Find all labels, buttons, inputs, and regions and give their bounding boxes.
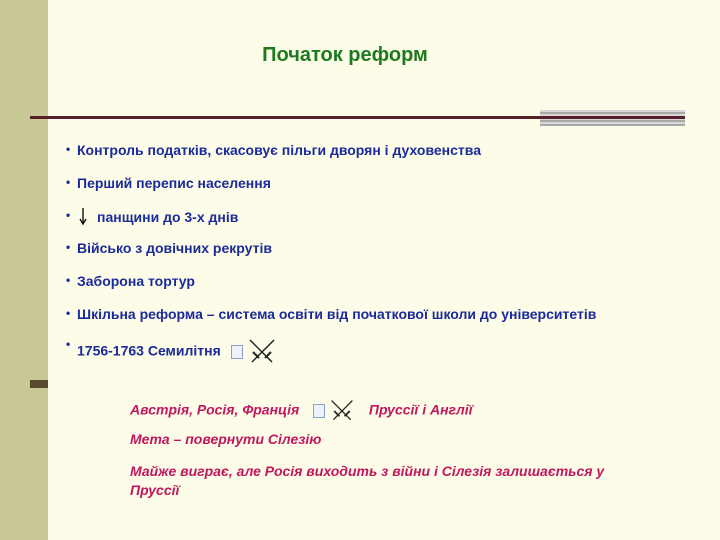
list-item-text: Контроль податків, скасовує пільги дворян і духовенства bbox=[77, 142, 481, 158]
list-item-text: Заборона тортур bbox=[77, 273, 195, 289]
list-item bbox=[66, 208, 666, 226]
crossed-swords-icon bbox=[247, 337, 277, 367]
list-item bbox=[66, 142, 666, 159]
title-divider bbox=[30, 116, 685, 119]
slide-title-text: Початок реформ bbox=[262, 44, 428, 66]
allies-line bbox=[130, 398, 650, 424]
list-item bbox=[66, 273, 666, 290]
list-item-text: Шкільна реформа – система освіти від початкової школи до університетів bbox=[77, 306, 597, 322]
list-item-text: панщини до 3-х днів bbox=[97, 209, 239, 225]
goal-line: Мета – повернути Сілезію bbox=[130, 431, 322, 447]
list-item bbox=[66, 337, 666, 367]
outcome-line: Майже виграє, але Росія виходить з війни і Сілезія залишається у Пруссії bbox=[130, 463, 605, 498]
reform-list bbox=[66, 142, 666, 367]
down-arrow-icon bbox=[77, 208, 89, 226]
image-placeholder-icon bbox=[231, 345, 243, 359]
list-item bbox=[66, 240, 666, 257]
allies-left: Австрія, Росія, Франція bbox=[130, 401, 300, 418]
allies-right: Пруссії і Англії bbox=[368, 401, 473, 418]
sidebar-accent bbox=[30, 380, 48, 388]
crossed-swords-icon bbox=[329, 398, 355, 424]
list-item-text: Військо з довічних рекрутів bbox=[77, 240, 272, 256]
left-sidebar-band bbox=[0, 0, 48, 540]
image-placeholder-icon bbox=[313, 404, 325, 418]
list-item-text: Перший перепис населення bbox=[77, 175, 271, 191]
list-item-text: 1756-1763 Семилітня bbox=[77, 342, 221, 359]
slide-title bbox=[0, 44, 720, 67]
list-item bbox=[66, 175, 666, 192]
list-item bbox=[66, 306, 666, 323]
